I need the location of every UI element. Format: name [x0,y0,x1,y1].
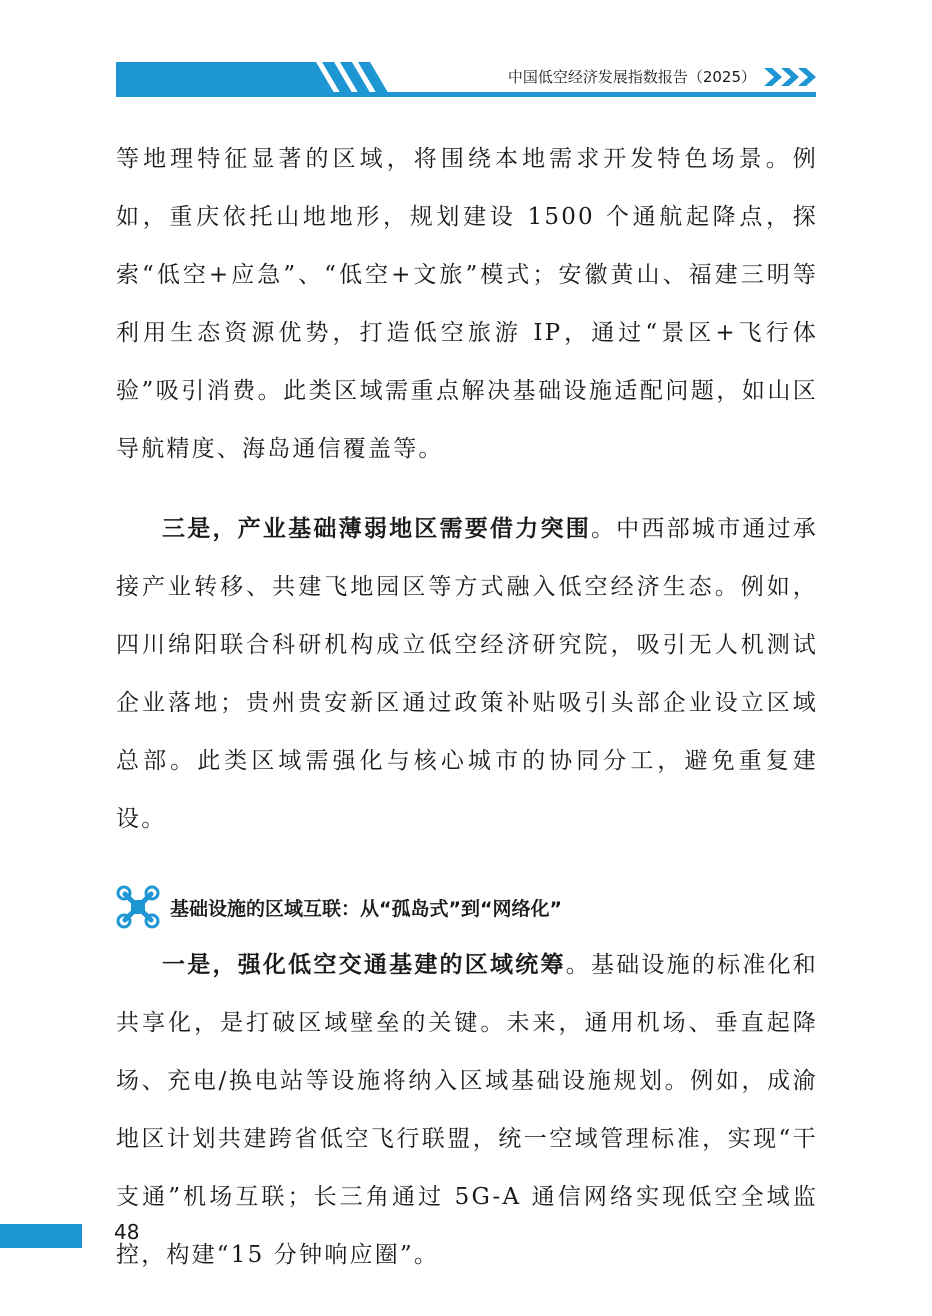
drone-icon [116,885,160,929]
footer-accent-bar [0,1224,82,1248]
page-number: 48 [114,1220,140,1244]
page-header [0,0,932,110]
section-heading [116,878,818,936]
paragraph-2 [116,500,818,848]
paragraph-text: 等地理特征显著的区域，将围绕本地需求开发特色场景。例如，重庆依托山地地形，规划建设 1500 个通航起降点，探索“低空+应急”、“低空+文旅”模式；安徽黄山、福建三明等利用生态资源优势，打造低空旅游 IP，通过“景区+飞行体验”吸引消费。此类区域需重点解决基础设施适配问题，如山区导航精度、海岛通信覆盖等。 [116,146,818,462]
paragraph-3 [116,936,818,1284]
section-heading-text: 基础设施的区域互联：从“孤岛式”到“网络化” [170,897,562,920]
paragraph-text: 。中西部城市通过承接产业转移、共建飞地园区等方式融入低空经济生态。例如，四川绵阳联合科研机构成立低空经济研究院，吸引无人机测试企业落地；贵州贵安新区通过政策补贴吸引头部企业设立区域总部。此类区域需强化与核心城市的协同分工，避免重复建设。 [116,516,818,832]
paragraph-1 [116,130,818,478]
page-content [116,130,818,1284]
paragraph-lead: 一是，强化低空交通基建的区域统筹 [162,951,566,978]
header-title: 中国低空经济发展指数报告（2025） [507,68,756,86]
paragraph-text: 。基础设施的标准化和共享化，是打破区域壁垒的关键。未来，通用机场、垂直起降场、充电/换电站等设施将纳入区域基础设施规划。例如，成渝地区计划共建跨省低空飞行联盟，统一空域管理标准，实现“干支通”机场互联；长三角通过 5G-A 通信网络实现低空全域监控，构建“15 分钟响应圈”。 [116,952,819,1268]
triple-chevron-right-icon [764,66,816,88]
paragraph-lead: 三是，产业基础薄弱地区需要借力突围 [162,515,591,542]
